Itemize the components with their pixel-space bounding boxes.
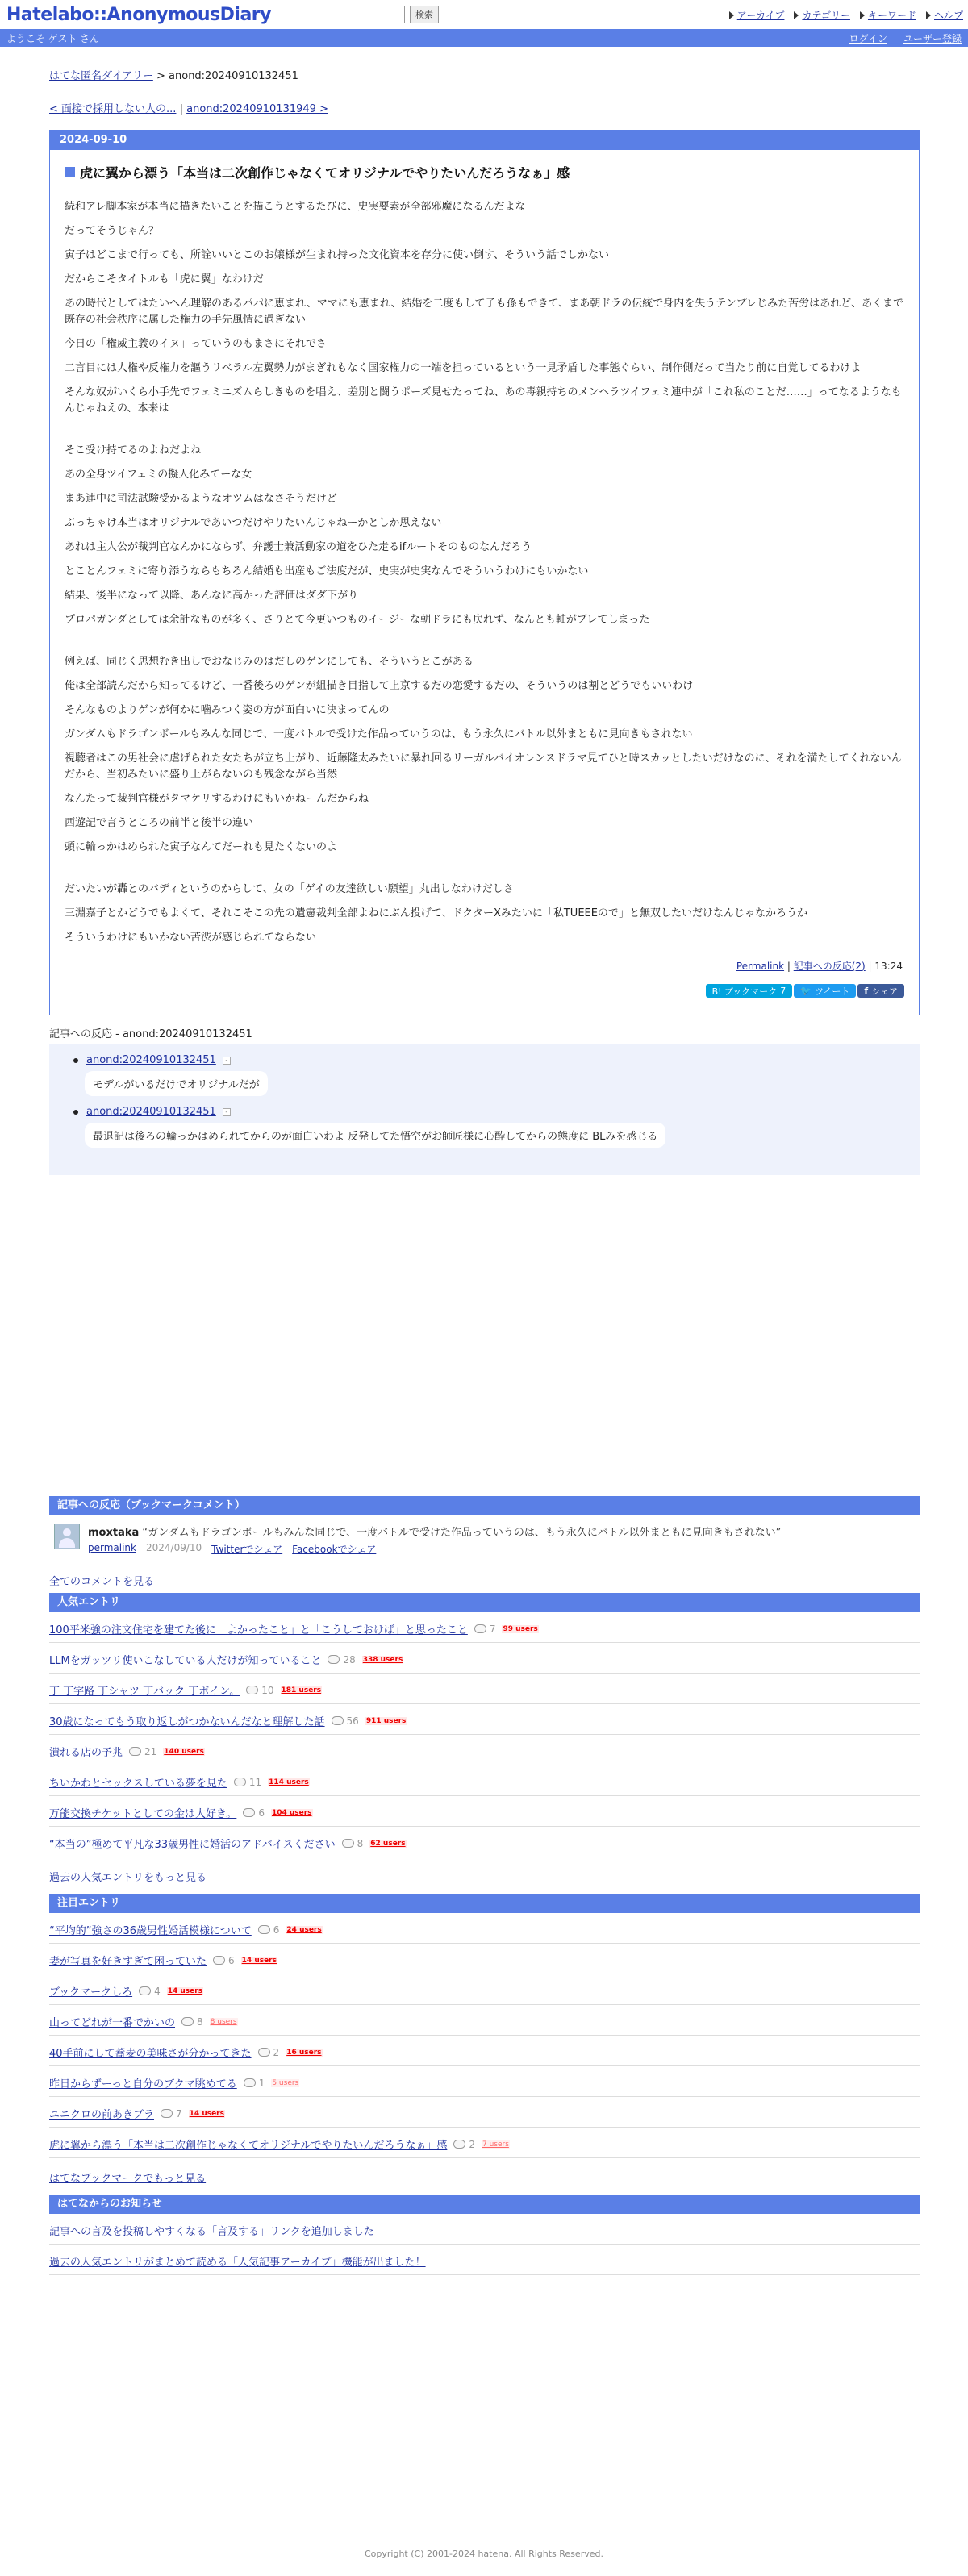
comment-count: 8 (357, 1837, 364, 1849)
prev-entry-link[interactable]: < 面接で採用しない人の... (49, 103, 177, 115)
entry-footer: Permalink | 記事への反応(2) | 13:24 (736, 961, 903, 972)
entry-list-item (49, 1643, 920, 1674)
popular-more-link[interactable]: 過去の人気エントリをもっと見る (49, 1872, 207, 1884)
entry-time: 13:24 (874, 961, 903, 972)
entry-link[interactable]: ちいかわとセックスしている夢を見た (49, 1778, 227, 1790)
news-link[interactable]: 記事への言及を投稿しやすくなる「言及する」リンクを追加しました (49, 2226, 374, 2238)
body-paragraph: プロパガンダとしては余計なものが多く、さりとて今更いつものイージーな朝ドラにも戻れず、なんとも軸がブレてしまった (65, 614, 650, 626)
bookmark-user[interactable]: moxtaka (88, 1527, 140, 1539)
comment-count: 1 (258, 2077, 265, 2089)
comment-bubble-icon (474, 1624, 486, 1633)
register-link[interactable]: ユーザー登録 (903, 32, 962, 44)
body-paragraph: そんな奴がいくら小手先でフェミニズムらしきものを唱え、差別と闘うポーズ見せたってね、あの毒親持ちのメンヘラツイフェミ連中が「これ私のことだ……」ってなるようなもんじゃねえの、本来は (65, 386, 902, 415)
share-row (50, 984, 904, 1000)
entry-list-item (49, 1827, 920, 1857)
users-badge[interactable]: 114 users (269, 1778, 309, 1786)
body-paragraph: あれは主人公が裁判官なんかにならず、弁護士兼活動家の道をひた走るifルートそのものなんだろう (65, 541, 532, 553)
comment-bubble-icon (139, 1986, 151, 1995)
reaction-text: モデルがいるだけでオリジナルだが (85, 1071, 268, 1096)
users-badge[interactable]: 99 users (503, 1624, 538, 1633)
body-paragraph: 例えば、同じく思想むき出しでおなじみのはだしのゲンにしても、そういうとこがある (65, 656, 474, 668)
entry-link[interactable]: 丁 丁字路 丁シャツ 丁バック 丁ボイン。 (49, 1686, 240, 1698)
search-input[interactable] (286, 6, 405, 23)
twitter-share-link[interactable]: Twitterでシェア (211, 1544, 283, 1555)
body-paragraph: あの時代としてはたいへん理解のあるパパに恵まれ、ママにも恵まれ、結婚を二度もして子も孫もできて、まあ朝ドラの伝統で身内を失うテンプレじみた苦労はあれど、あくまで既存の社会秩序に属した権力の手先風情に過ぎない (65, 298, 904, 326)
collapse-icon[interactable]: - (223, 1108, 231, 1116)
body-paragraph: そういうわけにもいかない苦渋が感じられてならない (65, 932, 317, 944)
paragraph-spacer (65, 636, 904, 654)
triangle-icon (729, 11, 734, 19)
comment-count: 8 (197, 2015, 203, 2028)
body-paragraph: 結果、後半になって以降、あんなに高かった評価はダダ下がり (65, 590, 359, 602)
comment-count: 6 (228, 1954, 235, 1966)
triangle-icon (926, 11, 931, 19)
hatena-bookmark-button[interactable] (706, 984, 793, 998)
comment-bubble-icon (182, 2017, 194, 2026)
entry-link[interactable]: ブックマークしろ (49, 1986, 133, 1999)
entry-list-item (49, 2005, 920, 2036)
comment-count: 7 (176, 2107, 182, 2120)
reactions-list (49, 1044, 920, 1175)
body-paragraph: なんたって裁判官様がタマケリするわけにもいかねーんだからね (65, 793, 369, 805)
bullet-icon (73, 1110, 78, 1115)
body-paragraph: そんなものよりゲンが何かに噛みつく姿の方が面白いに決まってんの (65, 704, 390, 716)
entry-list-item (49, 2128, 920, 2158)
body-paragraph: まあ連中に司法試験受かるようなオツムはなさそうだけど (65, 493, 337, 505)
comment-count: 10 (261, 1684, 274, 1696)
entry-link[interactable]: 山ってどれが一番でかいの (49, 2017, 176, 2029)
paragraph-group-4 (65, 882, 904, 946)
paragraph-spacer (65, 864, 904, 882)
users-badge[interactable]: 104 users (271, 1808, 312, 1817)
body-paragraph: 三淵嘉子とかどうでもよくて、それこそこの先の遺憲裁判全部よねにぶん投げて、ドクターXみたいに「私TUEEEので」と無双したいだけなんじゃなかろうか (65, 907, 807, 919)
login-link[interactable]: ログイン (849, 32, 887, 44)
paragraph-group-1 (65, 199, 904, 417)
body-paragraph: 俺は全部読んだから知ってるけど、一番後ろのゲンが組描き目指して上京するだの恋愛するだの、そういうのは割とどうでもいいわけ (65, 680, 694, 692)
entry-title-link[interactable]: 虎に翼から漂う「本当は二次創作じゃなくてオリジナルでやりたいんだろうなぁ」感 (80, 165, 570, 181)
facebook-share-link[interactable]: Facebookでシェア (292, 1544, 377, 1555)
entry-link[interactable]: “本当の”極めて平凡な33歳男性に婚活のアドバイスください (49, 1839, 336, 1851)
users-badge[interactable]: 14 users (189, 2109, 224, 2118)
entry-list-item (49, 1674, 920, 1704)
nav-keyword[interactable] (860, 8, 916, 22)
comment-bubble-icon (342, 1839, 354, 1848)
nav-category[interactable] (794, 8, 850, 22)
entry-list-item (49, 1944, 920, 1974)
reaction-id-link[interactable]: anond:20240910132451 (86, 1106, 216, 1118)
users-badge[interactable]: 16 users (286, 2048, 322, 2057)
comment-bubble-icon (243, 1808, 255, 1817)
bookmark-comments-title: 記事への反応（ブックマークコメント） (49, 1496, 920, 1515)
footer-copyright: Copyright (C) 2001-2024 hatena. All Rights Reserved. (365, 2549, 603, 2559)
nav-help[interactable] (926, 8, 963, 22)
comment-bubble-icon (332, 1716, 344, 1725)
entry-link[interactable]: LLMをガッツリ使いこなしている人だけが知っていること (49, 1655, 322, 1667)
prev-next-nav (49, 100, 920, 115)
news-link[interactable]: 過去の人気エントリがまとめて読める「人気記事アーカイブ」機能が出ました！ (49, 2257, 426, 2269)
comment-bubble-icon (453, 2140, 465, 2149)
entry-link[interactable]: 万能交換チケットとしての金は大好き。 (49, 1808, 237, 1820)
attention-entries-title: 注目エントリ (49, 1894, 920, 1913)
comment-count: 6 (273, 1924, 280, 1936)
facebook-share-button[interactable] (857, 984, 904, 998)
body-paragraph: 寅子はどこまで行っても、所詮いいとこのお嬢様が生まれ持った文化資本を存分に使い倒す、そういう話でしかない (65, 249, 609, 261)
reactions-title: 記事への反応 - anond:20240910132451 (49, 1025, 920, 1044)
triangle-icon (794, 11, 799, 19)
bullet-icon (73, 1058, 78, 1063)
body-paragraph: そこ受け持てるのよねだよね (65, 444, 202, 456)
comment-count: 21 (144, 1745, 157, 1757)
news-title: はてなからのお知らせ (49, 2195, 920, 2214)
reaction-text: 最退記は後ろの輪っかはめられてからのが面白いわよ 反発してた悟空がお師匠様に心酔してからの態度に BLみを感じる (85, 1123, 666, 1148)
news-list (49, 2214, 920, 2275)
comment-bubble-icon (213, 1956, 225, 1965)
square-bullet-icon (65, 167, 75, 177)
entry-link[interactable]: ユニクロの前あきブラ (49, 2109, 155, 2121)
body-paragraph: 二言目には人権や反権力を謳うリベラル左翼勢力がまぎれもなく国家権力の一端を担っているという一見矛盾した事態ぐらい、制作側だって当たり前に自覚してるわけよ (65, 362, 862, 374)
comment-count: 2 (273, 2046, 280, 2058)
users-badge[interactable]: 140 users (164, 1747, 204, 1756)
search-button[interactable]: 検索 (410, 6, 439, 23)
site-logo[interactable]: Hatelabo::AnonymousDiary (6, 4, 271, 25)
users-badge[interactable]: 62 users (370, 1839, 406, 1848)
popular-entries-title: 人気エントリ (49, 1593, 920, 1612)
comment-bubble-icon (234, 1778, 246, 1786)
paragraph-spacer (65, 425, 904, 443)
entry-list-item (49, 1913, 920, 1944)
permalink[interactable]: Permalink (736, 961, 785, 972)
reaction-id-link[interactable]: anond:20240910132451 (86, 1054, 216, 1066)
comment-bubble-icon (258, 1925, 270, 1934)
entry-link[interactable]: “平均的”強さの36歳男性婚活模様について (49, 1925, 252, 1937)
paragraph-group-2 (65, 443, 904, 628)
entry-link[interactable]: 昨日からずーっと自分のブクマ眺めてる (49, 2078, 237, 2090)
body-paragraph: ガンダムもドラゴンボールもみんな同じで、一度バトルで受けた作品っていうのは、もう永久にバトル以外まともに見向きもされない (65, 728, 693, 740)
entry-list-item (49, 2066, 920, 2097)
entry-title (65, 163, 919, 181)
all-comments-link[interactable]: 全てのコメントを見る (49, 1576, 155, 1588)
entry-list-item (49, 2036, 920, 2066)
bookmark-date: 2024/09/10 (146, 1542, 202, 1553)
body-paragraph: だってそうじゃん？ (65, 225, 160, 237)
users-badge[interactable]: 5 users (272, 2078, 299, 2087)
attention-more-link[interactable]: はてなブックマークでもっと見る (49, 2173, 207, 2185)
comment-count: 7 (489, 1623, 496, 1635)
hatena-bookmark-count: 7 (780, 986, 786, 996)
collapse-icon[interactable]: - (223, 1057, 231, 1065)
comment-bubble-icon (328, 1655, 340, 1664)
users-badge[interactable]: 14 users (167, 1986, 203, 1995)
users-badge[interactable]: 181 users (281, 1686, 322, 1694)
user-bar (0, 29, 968, 47)
entry-body (65, 199, 904, 946)
top-nav (729, 8, 963, 22)
entry-link[interactable]: 虎に翼から漂う「本当は二次創作じゃなくてオリジナルでやりたいんだろうなぁ」感 (49, 2140, 448, 2152)
body-paragraph: 西遊記で言うところの前半と後半の違い (65, 817, 254, 829)
facebook-f-icon: f (864, 986, 869, 996)
reaction-item (85, 1106, 920, 1148)
entry-list-item (49, 1612, 920, 1643)
nav-archive[interactable] (729, 8, 785, 22)
comment-bubble-icon (161, 2109, 173, 2118)
twitter-bird-icon: 🐦 (800, 986, 812, 996)
body-paragraph: ぶっちゃけ本当はオリジナルであいつだけやりたいんじゃねーかとしか思えない (65, 517, 442, 529)
comment-count: 4 (154, 1985, 161, 1997)
nav-keyword-link[interactable]: キーワード (867, 10, 916, 21)
users-badge[interactable]: 8 users (210, 2017, 237, 2026)
bookmark-comment-text: “ガンダムもドラゴンボールもみんな同じで、一度バトルで受けた作品っていうのは、もう永久にバトル以外まともに見向きもされない” (142, 1527, 782, 1539)
share-label: シェア (871, 986, 898, 997)
entry-list-item (49, 1796, 920, 1827)
avatar[interactable] (54, 1524, 80, 1549)
paragraph-group-3 (65, 654, 904, 856)
entry-list-item (49, 1765, 920, 1796)
body-paragraph: 頭に輪っかはめられた寅子なんてだーれも見たくないのよ (65, 841, 338, 853)
body-paragraph: 続和アレ脚本家が本当に描きたいことを描こうとするたびに、史実要素が全部邪魔になるんだよな (65, 201, 526, 213)
top-bar (0, 0, 968, 29)
main-content (49, 47, 920, 2269)
reaction-item (85, 1054, 920, 1096)
nav-help-link[interactable]: ヘルプ (933, 10, 963, 21)
triangle-icon (860, 11, 865, 19)
bookmark-permalink[interactable]: permalink (88, 1542, 136, 1553)
news-item (49, 2214, 920, 2245)
body-paragraph: 視聴者はこの男社会に虐げられた女たちが立ち上がり、近藤隆太みたいに暴れ回るリーガルバイオレンスドラマ見てひと時スカッとしたいだけなのに、それを満たしてくれないんだから、当初みたいに盛り上がらないのも残念ながら当然 (65, 752, 902, 781)
entry-link[interactable]: 30歳になってもう取り返しがつかないんだなと理解した話 (49, 1716, 325, 1728)
users-badge[interactable]: 338 users (362, 1655, 403, 1664)
welcome-text: ようこそ ゲスト さん (6, 32, 100, 44)
breadcrumb-current: anond:20240910132451 (169, 70, 298, 82)
comment-bubble-icon (258, 2048, 270, 2057)
prev-next-separator: | (179, 103, 183, 115)
comment-count: 11 (248, 1776, 262, 1788)
popular-entries-list (49, 1612, 920, 1857)
attention-entries-list (49, 1913, 920, 2158)
entry-list-item (49, 1735, 920, 1765)
comment-bubble-icon (244, 2078, 256, 2087)
users-badge[interactable]: 24 users (286, 1925, 322, 1934)
nav-category-link[interactable]: カテゴリー (802, 10, 850, 21)
hatena-bookmark-label: B! ブックマーク (711, 986, 778, 997)
tweet-label: ツイート (814, 986, 850, 997)
body-paragraph: だからこそタイトルも「虎に翼」なわけだ (65, 273, 264, 286)
users-badge[interactable]: 911 users (365, 1716, 407, 1725)
comment-count: 56 (346, 1715, 359, 1727)
bookmark-comment (49, 1515, 920, 1561)
entry-article (49, 130, 920, 1015)
breadcrumb-separator: > (156, 70, 165, 82)
body-paragraph: あの全身ツイフェミの擬人化みてーな女 (65, 469, 252, 481)
comment-bubble-icon (246, 1686, 258, 1694)
breadcrumb-root[interactable]: はてな匿名ダイアリー (49, 70, 153, 82)
tweet-button[interactable] (794, 984, 856, 998)
entry-list-item (49, 1974, 920, 2005)
breadcrumb (49, 67, 920, 82)
next-entry-link[interactable]: anond:20240910131949 > (186, 103, 328, 115)
body-paragraph: だいたいが轟とのバディというのからして、女の「ゲイの友達欲しい願望」丸出しなわけだしさ (65, 883, 514, 895)
entry-list-item (49, 2097, 920, 2128)
comment-count: 2 (469, 2138, 475, 2150)
news-item (49, 2245, 920, 2275)
sidebar-lower (49, 1496, 920, 2275)
nav-archive-link[interactable]: アーカイブ (736, 10, 785, 21)
body-paragraph: とことんフェミに寄り添うならもちろん結婚も出産もご法度だが、史実が史実なんでそういうわけにもいかない (65, 565, 589, 577)
entry-link[interactable]: 潰れる店の予兆 (49, 1747, 123, 1759)
comment-bubble-icon (129, 1747, 141, 1756)
users-badge[interactable]: 7 users (482, 2140, 509, 2149)
body-paragraph: 今日の「権威主義のイヌ」っていうのもまさにそれでさ (65, 338, 328, 350)
reactions-link[interactable]: 記事への反応(2) (793, 961, 866, 972)
entry-list-item (49, 1704, 920, 1735)
entry-link[interactable]: 100平米強の注文住宅を建てた後に「よかったこと」と「こうしておけば」と思ったこと (49, 1624, 468, 1636)
users-badge[interactable]: 14 users (241, 1956, 277, 1965)
entry-date: 2024-09-10 (50, 131, 919, 150)
comment-count: 6 (258, 1807, 265, 1819)
entry-link[interactable]: 40手前にして蕎麦の美味さが分かってきた (49, 2048, 252, 2060)
entry-link[interactable]: 妻が写真を好きすぎて困っていた (49, 1956, 207, 1968)
comment-count: 28 (343, 1653, 356, 1665)
